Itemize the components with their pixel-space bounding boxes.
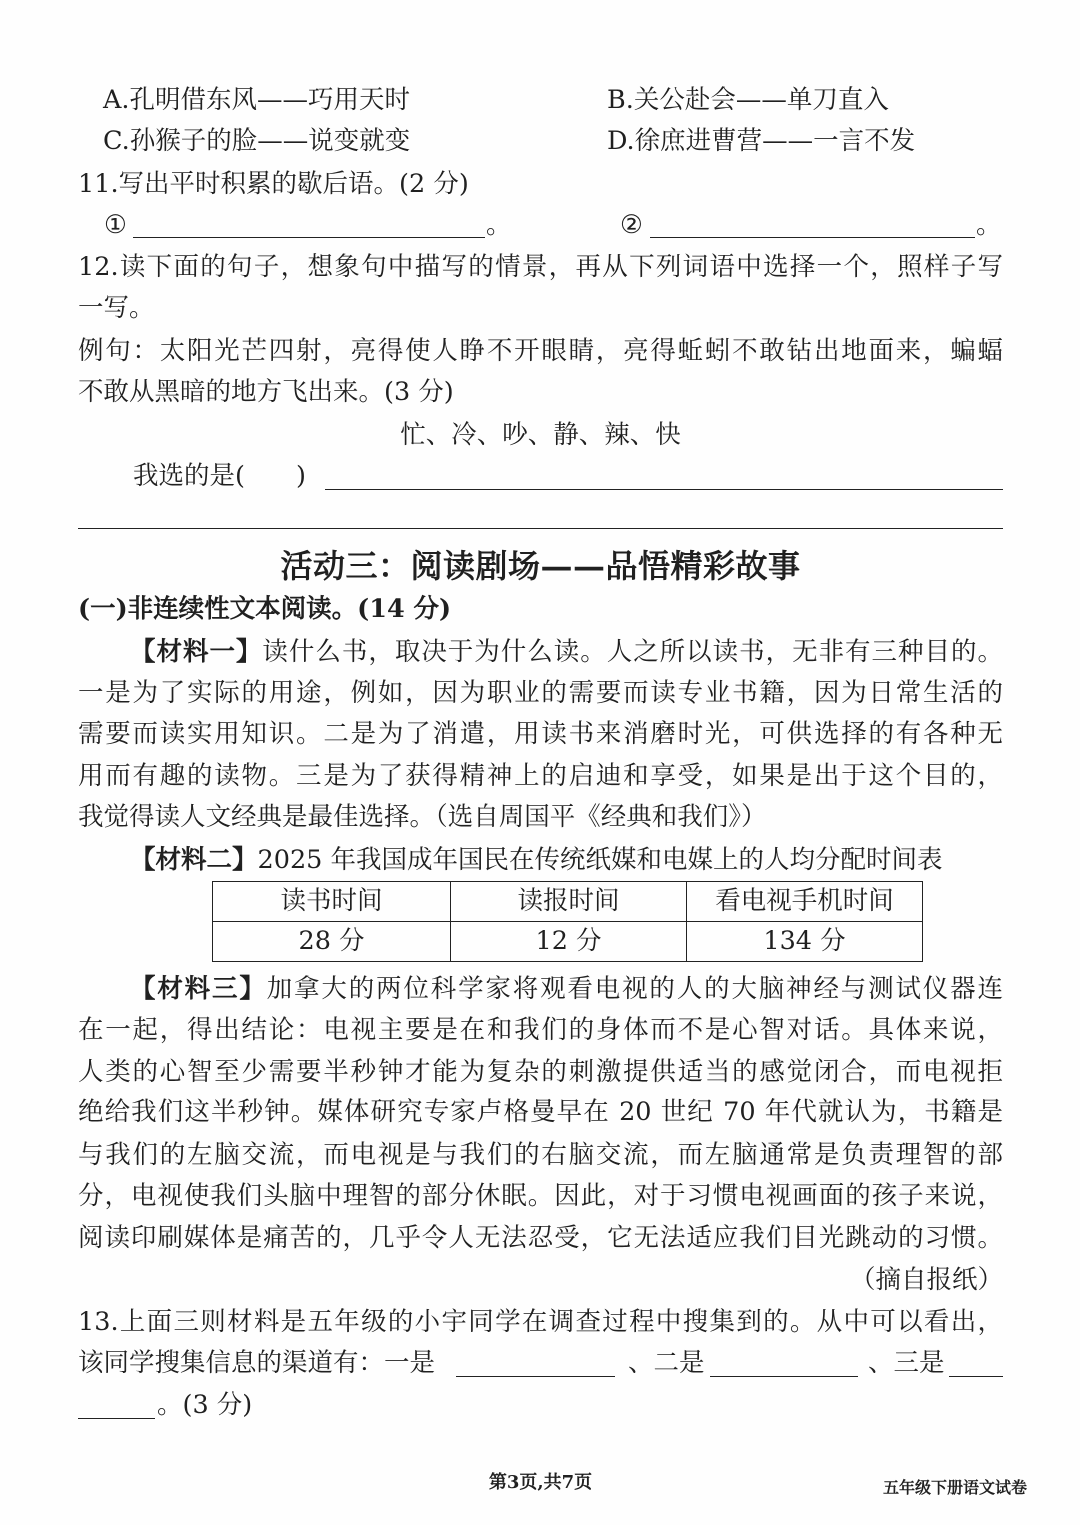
material-1-label: 【材料一】 bbox=[130, 637, 263, 667]
material-3-label: 【材料三】 bbox=[130, 974, 267, 1004]
question-13-channel-second: 、二是 bbox=[628, 1348, 705, 1378]
option-d: D.徐庶进曹营——一言不发 bbox=[607, 126, 916, 156]
question-12-prompt-line-2: 一写。 bbox=[78, 293, 155, 323]
material-3-line-5: 与我们的左脑交流，而电视是与我们的右脑交流，而左脑通常是负责理智的部 bbox=[78, 1140, 1003, 1170]
table-cell: 12 分 bbox=[451, 922, 687, 962]
material-1-line-1 bbox=[130, 635, 1003, 669]
part-heading: (一)非连续性文本阅读。(14 分) bbox=[78, 594, 452, 624]
question-11-prompt: 11.写出平时积累的歇后语。(2 分) bbox=[78, 169, 469, 199]
material-1-line-4: 用而有趣的读物。三是为了获得精神上的启迪和享受，如果是出于这个目的， bbox=[78, 761, 1003, 791]
material-3-line-2: 在一起，得出结论：电视主要是在和我们的身体而不是心智对话。具体来说， bbox=[78, 1015, 1003, 1045]
answer-blank-2 bbox=[650, 237, 975, 238]
question-12-prompt-line-1: 12.读下面的句子，想象句中描写的情景，再从下列词语中选择一个，照样子写 bbox=[78, 252, 1003, 282]
material-1-source: （选自周国平《经典和我们》） bbox=[435, 802, 767, 832]
example-sentence-line-1: 例句：太阳光芒四射，亮得使人睁不开眼睛，亮得蚯蚓不敢钻出地面来，蝙蝠 bbox=[78, 336, 1003, 366]
material-3-line-4: 绝给我们这半秒钟。媒体研究专家卢格曼早在 20 世纪 70 年代就认为，书籍是 bbox=[78, 1097, 1003, 1127]
activity-title: 活动三：阅读剧场——品悟精彩故事 bbox=[280, 547, 801, 585]
page-number: 第3页,共7页 bbox=[488, 1472, 593, 1493]
material-3-source: （摘自报纸） bbox=[849, 1265, 1003, 1295]
table-header-cell: 读报时间 bbox=[451, 882, 687, 922]
reading-time-table bbox=[212, 881, 923, 962]
question-13-prompt: 13.上面三则材料是五年级的小宇同学在调查过程中搜集到的。从中可以看出， bbox=[78, 1307, 1003, 1337]
answer-1-period: 。 bbox=[486, 210, 512, 240]
question-13-score: 。(3 分) bbox=[157, 1390, 253, 1420]
material-3-text: 加拿大的两位科学家将观看电视的人的大脑神经与测试仪器连 bbox=[266, 974, 1003, 1004]
channel-blank-2 bbox=[710, 1376, 858, 1377]
word-choices: 忙、冷、吵、静、辣、快 bbox=[400, 420, 681, 450]
material-1-line-2: 一是为了实际的用途，例如，因为职业的需要而读专业书籍，因为日常生活的 bbox=[78, 678, 1003, 708]
material-1-text: 我觉得读人文经典是最佳选择。 bbox=[78, 802, 436, 832]
answer-marker-1: ① bbox=[104, 210, 127, 240]
material-2-label: 【材料二】 bbox=[130, 845, 258, 875]
material-3-line-1 bbox=[130, 972, 1003, 1006]
option-c: C.孙猴子的脸——说变就变 bbox=[103, 126, 411, 156]
material-3-line-3: 人类的心智至少需要半秒钟才能为复杂的刺激提供适当的感觉闭合，而电视拒 bbox=[78, 1057, 1003, 1087]
question-13-channel-third: 、三是 bbox=[868, 1348, 945, 1378]
channel-blank-3-start bbox=[949, 1376, 1003, 1377]
table-cell: 28 分 bbox=[213, 922, 451, 962]
table-row bbox=[213, 922, 923, 962]
example-sentence-line-2: 不敢从黑暗的地方飞出来。(3 分) bbox=[78, 377, 454, 407]
channel-blank-1 bbox=[456, 1376, 615, 1377]
answer-marker-2: ② bbox=[620, 210, 643, 240]
answer-2-period: 。 bbox=[976, 210, 1002, 240]
material-1-text: 读什么书，取决于为什么读。人之所以读书，无非有三种目的。 bbox=[262, 637, 1003, 667]
table-header-cell: 读书时间 bbox=[213, 882, 451, 922]
material-3-line-6: 分，电视使我们头脑中理智的部分休眠。因此，对于习惯电视画面的孩子来说， bbox=[78, 1181, 1003, 1211]
option-a: A.孔明借东风——巧用天时 bbox=[103, 85, 411, 115]
material-3-line-7: 阅读印刷媒体是痛苦的，几乎令人无法忍受，它无法适应我们目光跳动的习惯。 bbox=[78, 1223, 1003, 1253]
section-divider bbox=[78, 528, 1003, 529]
answer-label: 我选的是( ) bbox=[133, 461, 306, 491]
material-1-line-3: 需要而读实用知识。二是为了消遣，用读书来消磨时光，可供选择的有各种无 bbox=[78, 719, 1003, 749]
answer-blank-sentence bbox=[325, 489, 1003, 490]
channel-blank-3-end bbox=[78, 1418, 155, 1419]
question-13-channel-intro: 该同学搜集信息的渠道有：一是 bbox=[78, 1348, 436, 1378]
answer-blank-1 bbox=[133, 237, 485, 238]
table-header-row bbox=[213, 882, 923, 922]
material-2-heading bbox=[130, 843, 943, 877]
table-cell: 134 分 bbox=[687, 922, 923, 962]
material-2-title: 2025 年我国成年国民在传统纸媒和电媒上的人均分配时间表 bbox=[257, 845, 943, 875]
option-b: B.关公赴会——单刀直入 bbox=[607, 85, 889, 115]
paper-title: 五年级下册语文试卷 bbox=[883, 1478, 1028, 1497]
material-1-line-5 bbox=[78, 800, 767, 834]
table-header-cell: 看电视手机时间 bbox=[687, 882, 923, 922]
